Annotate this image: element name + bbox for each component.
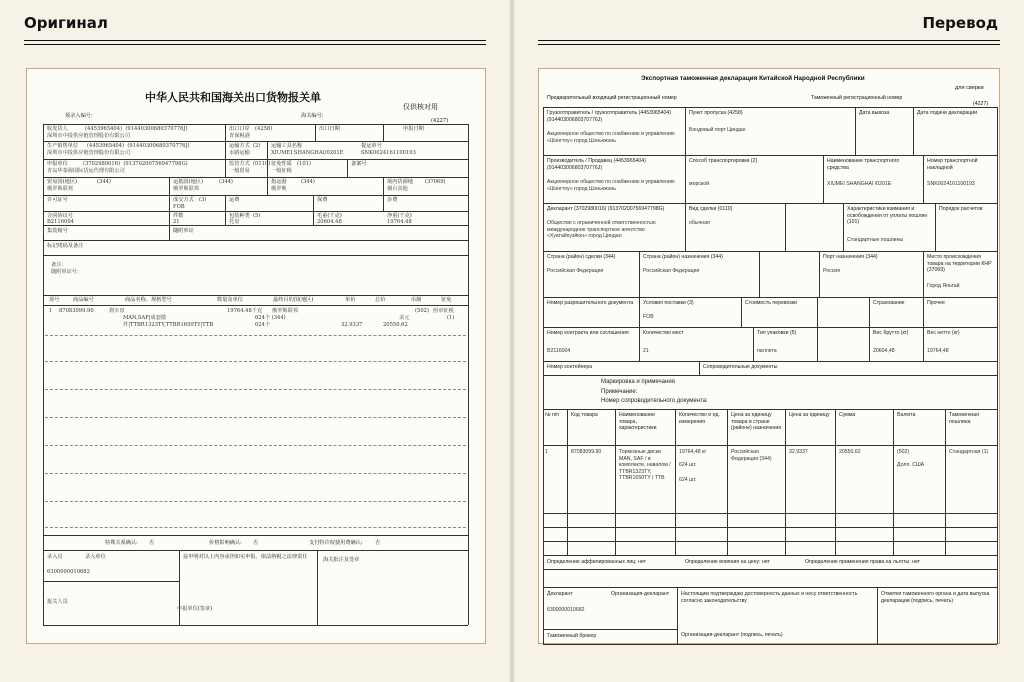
- transport-label: 运输方式: [229, 143, 250, 149]
- bl-value: SNK0024161100193: [927, 181, 975, 187]
- package-value: (5): [253, 213, 261, 219]
- misc-label: Прочее: [927, 300, 945, 306]
- row-name-1: 刹车盘: [109, 308, 125, 314]
- producer-value: (4453965404) (91440300680370776J): [87, 143, 190, 149]
- remark-label: 备注:: [51, 262, 64, 268]
- package-name: паллета: [757, 348, 777, 354]
- col-name: Наименование товара, характеристики: [619, 412, 657, 431]
- dest-port-label: 指运港: [271, 179, 287, 185]
- trade-country-label: Страна (район) сделки (344): [547, 254, 616, 260]
- row-name-2: MAN,SAF|成套散: [123, 315, 167, 321]
- row-qty-2: 624个 (344): [255, 315, 286, 321]
- special-relation-label: 特殊关系确认:: [105, 540, 138, 546]
- row-price: 32.9337: [341, 322, 363, 328]
- insurance-label: Страхование: [873, 300, 905, 306]
- supervision-name: обычная: [689, 220, 710, 226]
- vehicle-label: Наименование транспортного средства: [827, 158, 900, 171]
- net-value: 19764,48: [927, 348, 949, 354]
- col-code: 商品编号: [73, 297, 94, 303]
- document-subtitle: для сверки: [955, 85, 984, 91]
- consignor-name: 深圳市中投供应链管理股份有限公司: [47, 133, 131, 139]
- consignor-value: (4453965404) (91440300680370776J): [85, 126, 188, 132]
- supervision-label: 监管方式: [229, 161, 250, 167]
- document-title: 中华人民共和国海关出口货物报关单: [145, 91, 321, 104]
- row-code: 87083099.90: [59, 308, 94, 314]
- gross-value: 20604,48: [873, 348, 895, 354]
- consignor-label: 收发货人: [47, 126, 68, 132]
- row-total: 20550.62: [383, 322, 408, 328]
- declarant-name: Общество с ограниченной ответственностью международное транспортное агентство «Хуатайхуэйюн» город Циндао: [547, 220, 656, 239]
- row-qty-1: 19764,48 кг: [679, 449, 707, 455]
- remark-label: Примечание:: [601, 389, 638, 395]
- dest-country-label: 运抵国(地区): [173, 179, 203, 185]
- insurance-label: 保费: [317, 197, 328, 203]
- row-qty-3: 624个: [255, 322, 271, 328]
- record-label: Порядок расчетов: [939, 206, 983, 212]
- vehicle-value: XIUMEI SHANGHAI/0201E: [271, 150, 344, 156]
- exemption-name: 一般征税: [271, 168, 292, 174]
- trade-country-name: 俄罗斯联邦: [47, 186, 73, 192]
- filing-date-label: 申报日期: [403, 126, 424, 132]
- domestic-source-name: 烟台其他: [387, 186, 408, 192]
- marks-label: 标记唛码及备注: [47, 243, 84, 249]
- entry-person-label: Декларант: [547, 591, 573, 597]
- docs-label: Сопроводительные документы: [703, 364, 778, 370]
- exemption-label: Характеристики взимания и освобождения от уплаты пошлин (101): [847, 206, 928, 225]
- entry-person-value: 6300000010682: [547, 607, 585, 613]
- row-price: 32,9337: [789, 449, 808, 455]
- declarant-person-label: 报关人员: [47, 599, 68, 605]
- customs-no-value: (4227): [973, 101, 988, 107]
- row-currency-1: (502): [415, 308, 429, 314]
- dest-port-value: (344): [301, 179, 315, 185]
- dest-port-name: 俄罗斯: [271, 186, 287, 192]
- export-date-label: Дата вывоза: [859, 110, 890, 116]
- record-label: 备案号: [351, 161, 367, 167]
- misc-label: 杂费: [387, 197, 398, 203]
- domestic-source-value: (37069): [425, 179, 446, 185]
- col-currency: 币制: [411, 297, 422, 303]
- domestic-source-label: 境内货源地: [387, 179, 413, 185]
- gross-label: Вес брутто (кг): [873, 330, 909, 336]
- domestic-source-name: Город Яньтай: [927, 283, 960, 289]
- trade-country-label: 贸易国(地区): [47, 179, 77, 185]
- bl-label: Номер транспортной накладной: [927, 158, 978, 171]
- col-levy: 征免: [441, 297, 452, 303]
- net-label: 净重(千克): [387, 213, 412, 219]
- row-qty-1: 19764.48千克: [227, 308, 263, 314]
- exit-port-name: Бондовый порт Циндао: [689, 127, 746, 133]
- customs-no-value: (4227): [431, 118, 449, 124]
- bl-value: SNK0024161100193: [361, 150, 416, 156]
- declarant-unit-sign: Организация-декларант (подпись, печать): [681, 632, 783, 638]
- entry-person-value: 6300000010682: [47, 569, 90, 575]
- freight-label: Стоимость перевозки: [745, 300, 797, 306]
- producer-name: 深圳市中投供应链管理股份有限公司: [47, 150, 131, 156]
- trade-country-name: Российская Федерация: [547, 268, 604, 274]
- declaration-statement: 兹申明对以上内容承担如实申报、依法纳税之法律责任: [183, 554, 308, 560]
- net-value: 19764.48: [387, 219, 412, 225]
- exit-port-value: (4258): [255, 126, 273, 132]
- original-document: [26, 68, 486, 644]
- entry-unit-label: 录入单位: [85, 554, 106, 560]
- col-dest: 最终目的国(地区): [273, 297, 314, 303]
- package-label: 包装种类: [229, 213, 250, 219]
- pieces-value: 21: [173, 219, 180, 225]
- col-dest: Цена за единицу товара в стране (районе) назначения: [731, 412, 782, 431]
- deal-mode-value: (3): [199, 197, 207, 203]
- price-effect-label: 价格影响确认:: [209, 540, 242, 546]
- original-heading: Оригинал: [24, 14, 108, 32]
- gross-label: 毛重(千克): [317, 213, 342, 219]
- producer-label: Производитель / Продавец (4453965404) (91440300680370776J): [547, 158, 646, 171]
- entry-person-label: 录入员: [47, 554, 63, 560]
- declarant-label: Декларант (3702980016) (91370200756947798G): [547, 206, 665, 212]
- declarant-label: 申报单位: [47, 161, 68, 167]
- col-no: 项号: [49, 297, 60, 303]
- royalty-value: 否: [375, 540, 381, 546]
- document-subtitle: 仅供核对用: [403, 103, 438, 111]
- original-panel: [0, 0, 510, 682]
- container-label: Номер контейнера: [547, 364, 593, 370]
- declarant-name: 青岛华泰海国际货运代理有限公司: [47, 168, 125, 174]
- license-label: 许可证号: [47, 197, 68, 203]
- translated-document: [538, 68, 1000, 644]
- remark-value: Номер сопроводительного документа:: [601, 398, 708, 404]
- pieces-value: 21: [643, 348, 649, 354]
- special-relation-value: 否: [149, 540, 155, 546]
- col-name: 商品名称、规格型号: [125, 297, 172, 303]
- row-name: Тормозные диски MAN, SAF / в комплекте, навалом / TTBR1323TY, TTBR1650TY / TTB: [619, 449, 671, 481]
- col-levy: Таможенная пошлина: [949, 412, 979, 425]
- translation-panel: [514, 0, 1024, 682]
- vehicle-value: XIUMEI SHANGHAI /0201E: [827, 181, 892, 187]
- container-label: 集装箱号: [47, 228, 68, 234]
- deal-mode-label: Условия поставки (3): [643, 300, 694, 306]
- preentry-label: Предварительный входящий регистрационный номер: [547, 95, 677, 101]
- row-currency-2: Долл. США: [897, 462, 925, 468]
- row-total: 20550,62: [839, 449, 861, 455]
- dest-country-value: (344): [219, 179, 233, 185]
- remark-value: 随附单证号:: [51, 269, 79, 275]
- producer-name: Акционерное общество по снабжению и управлению «Шэнгтоу» город Шэньчжэнь: [547, 179, 675, 192]
- row-qty-3: 624 шт.: [679, 477, 697, 483]
- contract-label: Номер контракта или соглашения: [547, 330, 629, 336]
- customs-no-label: 海关编号:: [301, 113, 324, 119]
- row-name-3: 件|TTBR1323TY,TTBR1650TY|TTB: [123, 322, 214, 328]
- consignor-label: Грузоотправитель / грузоотправитель (4453965404) (91440300680370776J): [547, 110, 672, 123]
- col-code: Код товара: [571, 412, 598, 418]
- gross-value: 20604.48: [317, 219, 342, 225]
- price-effect-value: 否: [253, 540, 259, 546]
- heading-rule: [24, 40, 486, 45]
- exemption-value: (101): [297, 161, 311, 167]
- col-currency: Валюта: [897, 412, 916, 418]
- declarant-value: (3702980016) (91370200756947798G): [83, 161, 188, 167]
- marks-label: Маркировка и примечания: [601, 379, 675, 385]
- transport-value: (2): [253, 143, 261, 149]
- pieces-label: Количество мест: [643, 330, 684, 336]
- col-price: Цена за единицу: [789, 412, 830, 418]
- dest-port-name: Россия: [823, 268, 841, 274]
- col-total: Сумма: [839, 412, 856, 418]
- package-label: Тип упаковки (5): [757, 330, 797, 336]
- producer-label: 生产销售单位: [47, 143, 79, 149]
- translation-heading: Перевод: [922, 14, 998, 32]
- row-levy: Стандартная (1): [949, 449, 989, 455]
- consignor-name: Акционерное общество по снабжению и управлению «Шэнгтоу» город Шэньчжэнь: [547, 131, 675, 144]
- deal-mode-name: FOB: [173, 204, 185, 210]
- royalty-label: 支付特许权使用费确认:: [309, 540, 363, 546]
- row-code: 87083099.90: [571, 449, 602, 455]
- contract-label: 合同协议号: [47, 213, 73, 219]
- heading-rule: [538, 40, 1000, 45]
- vehicle-label: 运输工具名称: [271, 143, 303, 149]
- row-dest: Российская Федерация (344): [731, 449, 772, 462]
- row-qty-2: 624 шт.: [679, 462, 697, 468]
- entry-unit-label: Организация-декларант: [611, 591, 670, 597]
- special-relation-label: Определение аффилированных лиц: нет: [547, 559, 647, 565]
- customs-no-label: Таможенный регистрационный номер: [811, 95, 903, 101]
- net-label: Вес нетто (кг): [927, 330, 960, 336]
- row-no: 1: [49, 308, 53, 314]
- preentry-label: 预录入编号:: [65, 113, 93, 119]
- customs-note-label: Отметки таможенного органа и дата выпуска декларации (подпись, печать): [881, 591, 990, 604]
- deal-mode-name: FOB: [643, 314, 654, 320]
- declarant-person-label: Таможенный брокер: [547, 633, 597, 639]
- dest-port-label: Порт назначения (344): [823, 254, 878, 260]
- transport-label: Способ транспортировки (2): [689, 158, 758, 164]
- dest-country-name: Российская Федерация: [643, 268, 700, 274]
- supervision-label: Вид сделки (0110): [689, 206, 733, 212]
- row-levy-2: (1): [447, 315, 455, 321]
- row-no: 1: [545, 449, 548, 455]
- row-levy-1: 照章征税: [433, 308, 454, 314]
- filing-date-label: Дата подачи декларации: [917, 110, 978, 116]
- exemption-label: 征免性质: [271, 161, 292, 167]
- exit-port-label: 出口口岸: [229, 126, 250, 132]
- supervision-name: 一般贸易: [229, 168, 250, 174]
- declaration-statement: Настоящим подтверждаю достоверность данных и несу ответственность согласно законодательству: [681, 591, 858, 604]
- pieces-label: 件数: [173, 213, 184, 219]
- exemption-name: Стандартные пошлины: [847, 237, 904, 243]
- col-price: 单价: [345, 297, 356, 303]
- domestic-source-label: Место происхождения товара на территории КНР (37069): [927, 254, 992, 273]
- col-no: № п/п: [545, 412, 560, 418]
- deal-mode-label: 成交方式: [173, 197, 194, 203]
- docs-label: 随附单证: [173, 228, 194, 234]
- declarant-unit-sign: 申报单位(签章): [177, 606, 213, 612]
- col-total: 总价: [375, 297, 386, 303]
- col-qty: Количество и ед. измерения: [679, 412, 720, 425]
- col-qty: 数量及单位: [217, 297, 243, 303]
- trade-country-value: (344): [97, 179, 111, 185]
- row-currency-1: (502): [897, 449, 910, 455]
- supervision-value: (0110): [253, 161, 271, 167]
- royalty-label: Определение применения права на льготы: нет: [805, 559, 921, 565]
- transport-name: морской: [689, 181, 710, 187]
- transport-name: 水路运输: [229, 150, 250, 156]
- price-effect-label: Определение влияния на цену: нет: [685, 559, 770, 565]
- dest-country-label: Страна (район) назначения (344): [643, 254, 723, 260]
- license-label: Номер разрешительного документа: [547, 300, 634, 306]
- dest-country-name: 俄罗斯联邦: [173, 186, 199, 192]
- bl-label: 提运单号: [361, 143, 382, 149]
- freight-label: 运费: [229, 197, 240, 203]
- exit-port-name: 青保税港: [229, 133, 250, 139]
- contract-value: B2116004: [47, 219, 74, 225]
- export-date-label: 出口日期: [319, 126, 340, 132]
- exit-port-label: Пункт пропуска (4258): [689, 110, 743, 116]
- row-dest: 俄罗斯联邦: [272, 308, 298, 314]
- package-name: 托盘: [229, 219, 240, 225]
- document-title: Экспортная таможенная декларация Китайской Народной Республики: [641, 75, 865, 82]
- customs-note-label: 海关批注及签章: [323, 557, 360, 563]
- row-currency-2: 美元: [399, 315, 410, 321]
- contract-value: B2116004: [547, 348, 571, 354]
